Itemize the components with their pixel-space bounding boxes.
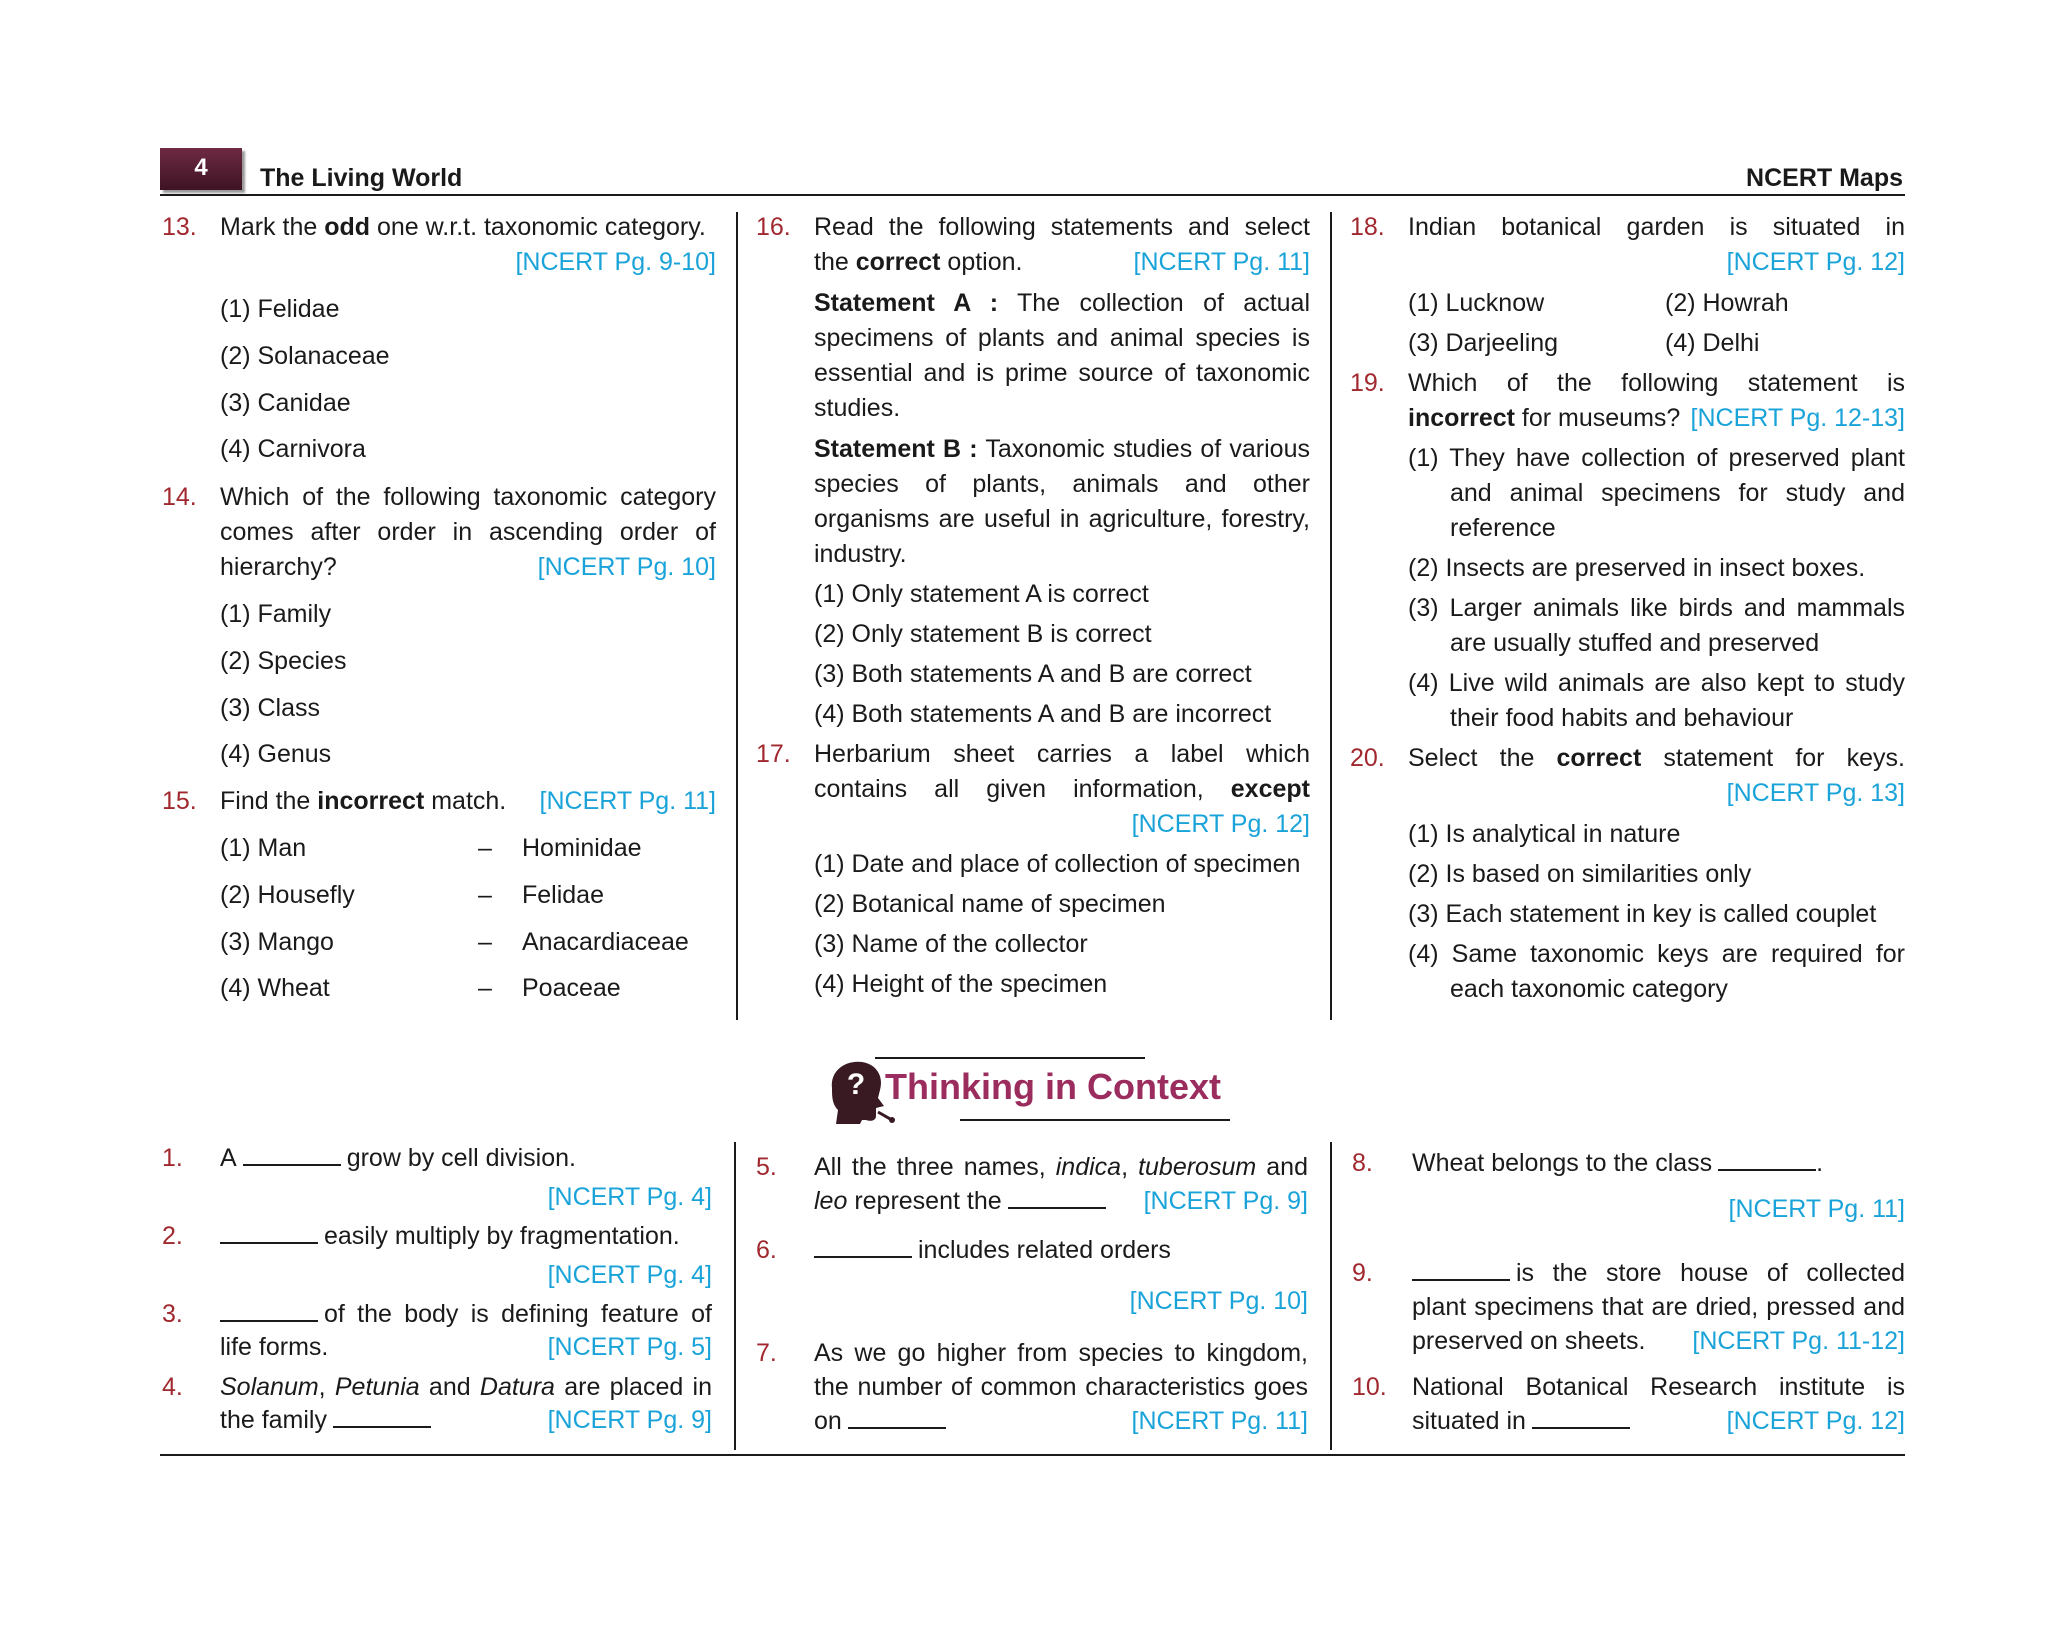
answer-blank[interactable]	[1532, 1407, 1630, 1429]
ncert-reference: [NCERT Pg. 10]	[537, 553, 716, 581]
header-rule	[160, 194, 1905, 196]
statement-b-line: species of plants, animals and other	[814, 470, 1310, 498]
ncert-reference: [NCERT Pg. 11]	[1133, 248, 1310, 276]
item-text-line: on	[814, 1404, 952, 1438]
question-text-line: the correct option.	[814, 248, 1023, 276]
item-text: Solanum, Petunia and Datura are placed in	[220, 1373, 712, 1401]
item-text: All the three names, indica, tuberosum and	[814, 1153, 1308, 1181]
option: (4) Both statements A and B are incorrect	[814, 700, 1272, 728]
question-text-line: Which of the following taxonomic category	[220, 483, 716, 511]
option: (4) Carnivora	[220, 435, 366, 463]
item-number: 2.	[162, 1222, 183, 1250]
statement-a-line: Statement A : The collection of actual	[814, 289, 1310, 317]
ncert-reference: [NCERT Pg. 12]	[1726, 1407, 1905, 1435]
item-text-line: situated in	[1412, 1404, 1636, 1438]
option: (4) Delhi	[1665, 329, 1760, 357]
option: (3) Both statements A and B are correct	[814, 660, 1252, 688]
question-text-line: Indian botanical garden is situated in	[1408, 213, 1905, 241]
item-number: 3.	[162, 1300, 183, 1328]
question-text-line: Herbarium sheet carries a label which	[814, 740, 1310, 768]
series-title: NCERT Maps	[1746, 164, 1903, 192]
ncert-reference: [NCERT Pg. 12]	[1131, 810, 1310, 838]
option: (1) Lucknow	[1408, 289, 1545, 317]
option: (1) Only statement A is correct	[814, 580, 1149, 608]
statement-b-line: organisms are useful in agriculture, forestry,	[814, 505, 1310, 533]
option: (1) Date and place of collection of specimen	[814, 850, 1301, 878]
question-text-line: contains all given information, except	[814, 775, 1310, 803]
option: (3) Canidae	[220, 389, 351, 417]
option-continued: their food habits and behaviour	[1450, 704, 1794, 732]
ncert-reference: [NCERT Pg. 11]	[1728, 1195, 1905, 1223]
item-text: A grow by cell division.	[220, 1144, 576, 1172]
ncert-reference: [NCERT Pg. 12]	[1726, 248, 1905, 276]
statement-a-line: essential and is prime source of taxonomic	[814, 359, 1310, 387]
answer-blank[interactable]	[1718, 1149, 1816, 1171]
question-text-line: hierarchy?	[220, 553, 337, 581]
option: (4) Same taxonomic keys are required for	[1408, 940, 1905, 968]
item-text-line: the family	[220, 1403, 437, 1437]
item-text: is the store house of collected	[1412, 1256, 1905, 1290]
option: (2) Howrah	[1665, 289, 1789, 317]
answer-blank[interactable]	[333, 1406, 431, 1428]
match-left: (1) Man	[220, 834, 307, 862]
ncert-reference: [NCERT Pg. 12-13]	[1690, 404, 1905, 432]
match-right: Anacardiaceae	[522, 928, 689, 956]
item-number: 8.	[1352, 1149, 1373, 1177]
item-text: of the body is defining feature of	[220, 1297, 712, 1331]
ncert-reference: [NCERT Pg. 9]	[1143, 1187, 1308, 1215]
answer-blank[interactable]	[220, 1300, 318, 1322]
option-continued: and animal specimens for study and	[1450, 479, 1905, 507]
item-number: 1.	[162, 1144, 183, 1172]
item-number: 7.	[756, 1339, 777, 1367]
column-divider	[736, 212, 738, 1020]
item-text-line: life forms.	[220, 1333, 329, 1361]
item-text-line: leo represent the	[814, 1184, 1112, 1218]
option: (1) Is analytical in nature	[1408, 820, 1681, 848]
page-number: 4	[194, 154, 208, 181]
option: (2) Solanaceae	[220, 342, 390, 370]
chapter-title: The Living World	[260, 164, 463, 192]
question-text-line: Read the following statements and select	[814, 213, 1310, 241]
match-right: Hominidae	[522, 834, 642, 862]
option: (4) Height of the specimen	[814, 970, 1108, 998]
match-dash: –	[478, 834, 492, 862]
ncert-reference: [NCERT Pg. 11]	[1131, 1407, 1308, 1435]
item-number: 4.	[162, 1373, 183, 1401]
banner-rule-top	[875, 1057, 1145, 1059]
column-divider	[1330, 212, 1332, 1020]
option-continued: each taxonomic category	[1450, 975, 1728, 1003]
match-dash: –	[478, 928, 492, 956]
question-text-line: Which of the following statement is	[1408, 369, 1905, 397]
question-text: Mark the odd one w.r.t. taxonomic category.	[220, 213, 706, 241]
item-text-line: National Botanical Research institute is	[1412, 1373, 1905, 1401]
item-number: 5.	[756, 1153, 777, 1181]
option: (1) They have collection of preserved plant	[1408, 444, 1905, 472]
match-left: (3) Mango	[220, 928, 334, 956]
item-text-line: the number of common characteristics goes	[814, 1373, 1308, 1401]
question-text-line: Select the correct statement for keys.	[1408, 744, 1905, 772]
item-text-line: plant specimens that are dried, pressed and	[1412, 1293, 1905, 1321]
item-text: Wheat belongs to the class .	[1412, 1149, 1824, 1177]
answer-blank[interactable]	[814, 1236, 912, 1258]
option: (1) Felidae	[220, 295, 340, 323]
option: (2) Species	[220, 647, 347, 675]
ncert-reference: [NCERT Pg. 13]	[1726, 779, 1905, 807]
banner-rule-bottom	[960, 1119, 1230, 1121]
match-left: (2) Housefly	[220, 881, 355, 909]
answer-blank[interactable]	[220, 1222, 318, 1244]
option: (4) Live wild animals are also kept to study	[1408, 669, 1905, 697]
option-continued: are usually stuffed and preserved	[1450, 629, 1820, 657]
option: (2) Only statement B is correct	[814, 620, 1152, 648]
statement-b-line: industry.	[814, 540, 907, 568]
question-number: 16.	[756, 213, 791, 241]
statement-b-line: Statement B : Taxonomic studies of various	[814, 435, 1310, 463]
footer-rule	[160, 1454, 1905, 1456]
ncert-reference: [NCERT Pg. 11]	[539, 787, 716, 815]
item-text: includes related orders	[814, 1233, 1171, 1267]
question-number: 14.	[162, 483, 197, 511]
option: (1) Family	[220, 600, 332, 628]
ncert-reference: [NCERT Pg. 4]	[547, 1261, 712, 1289]
ncert-reference: [NCERT Pg. 9-10]	[515, 248, 716, 276]
question-number: 17.	[756, 740, 791, 768]
question-number: 13.	[162, 213, 197, 241]
answer-blank[interactable]	[1008, 1187, 1106, 1209]
option: (3) Class	[220, 694, 321, 722]
answer-blank[interactable]	[848, 1407, 946, 1429]
svg-text:?: ?	[846, 1068, 866, 1101]
match-dash: –	[478, 974, 492, 1002]
option: (2) Insects are preserved in insect boxes.	[1408, 554, 1866, 582]
question-number: 18.	[1350, 213, 1385, 241]
question-text: Find the incorrect match.	[220, 787, 507, 815]
ncert-reference: [NCERT Pg. 11-12]	[1692, 1327, 1905, 1355]
option: (3) Larger animals like birds and mammals	[1408, 594, 1905, 622]
column-divider	[734, 1142, 736, 1450]
item-text-line: preserved on sheets.	[1412, 1327, 1646, 1355]
question-number: 19.	[1350, 369, 1385, 397]
question-text-line: incorrect for museums?	[1408, 404, 1681, 432]
match-right: Poaceae	[522, 974, 621, 1002]
question-number: 15.	[162, 787, 197, 815]
option: (3) Each statement in key is called couplet	[1408, 900, 1877, 928]
option-continued: reference	[1450, 514, 1556, 542]
option: (3) Name of the collector	[814, 930, 1088, 958]
column-divider	[1330, 1142, 1332, 1450]
match-left: (4) Wheat	[220, 974, 330, 1002]
item-number: 9.	[1352, 1259, 1373, 1287]
item-number: 6.	[756, 1236, 777, 1264]
option: (2) Botanical name of specimen	[814, 890, 1166, 918]
option: (2) Is based on similarities only	[1408, 860, 1752, 888]
section-title: Thinking in Context	[885, 1066, 1221, 1107]
ncert-reference: [NCERT Pg. 10]	[1129, 1287, 1308, 1315]
question-number: 20.	[1350, 744, 1385, 772]
item-number: 10.	[1352, 1373, 1387, 1401]
statement-a-line: studies.	[814, 394, 901, 422]
answer-blank[interactable]	[243, 1144, 341, 1166]
match-dash: –	[478, 881, 492, 909]
item-text: easily multiply by fragmentation.	[220, 1219, 680, 1253]
match-right: Felidae	[522, 881, 604, 909]
answer-blank[interactable]	[1412, 1259, 1510, 1281]
statement-a-line: specimens of plants and animal species is	[814, 324, 1310, 352]
ncert-reference: [NCERT Pg. 4]	[547, 1183, 712, 1211]
ncert-reference: [NCERT Pg. 5]	[547, 1333, 712, 1361]
option: (3) Darjeeling	[1408, 329, 1559, 357]
option: (4) Genus	[220, 740, 332, 768]
item-text-line: As we go higher from species to kingdom,	[814, 1339, 1308, 1367]
question-text-line: comes after order in ascending order of	[220, 518, 716, 546]
ncert-reference: [NCERT Pg. 9]	[547, 1406, 712, 1434]
